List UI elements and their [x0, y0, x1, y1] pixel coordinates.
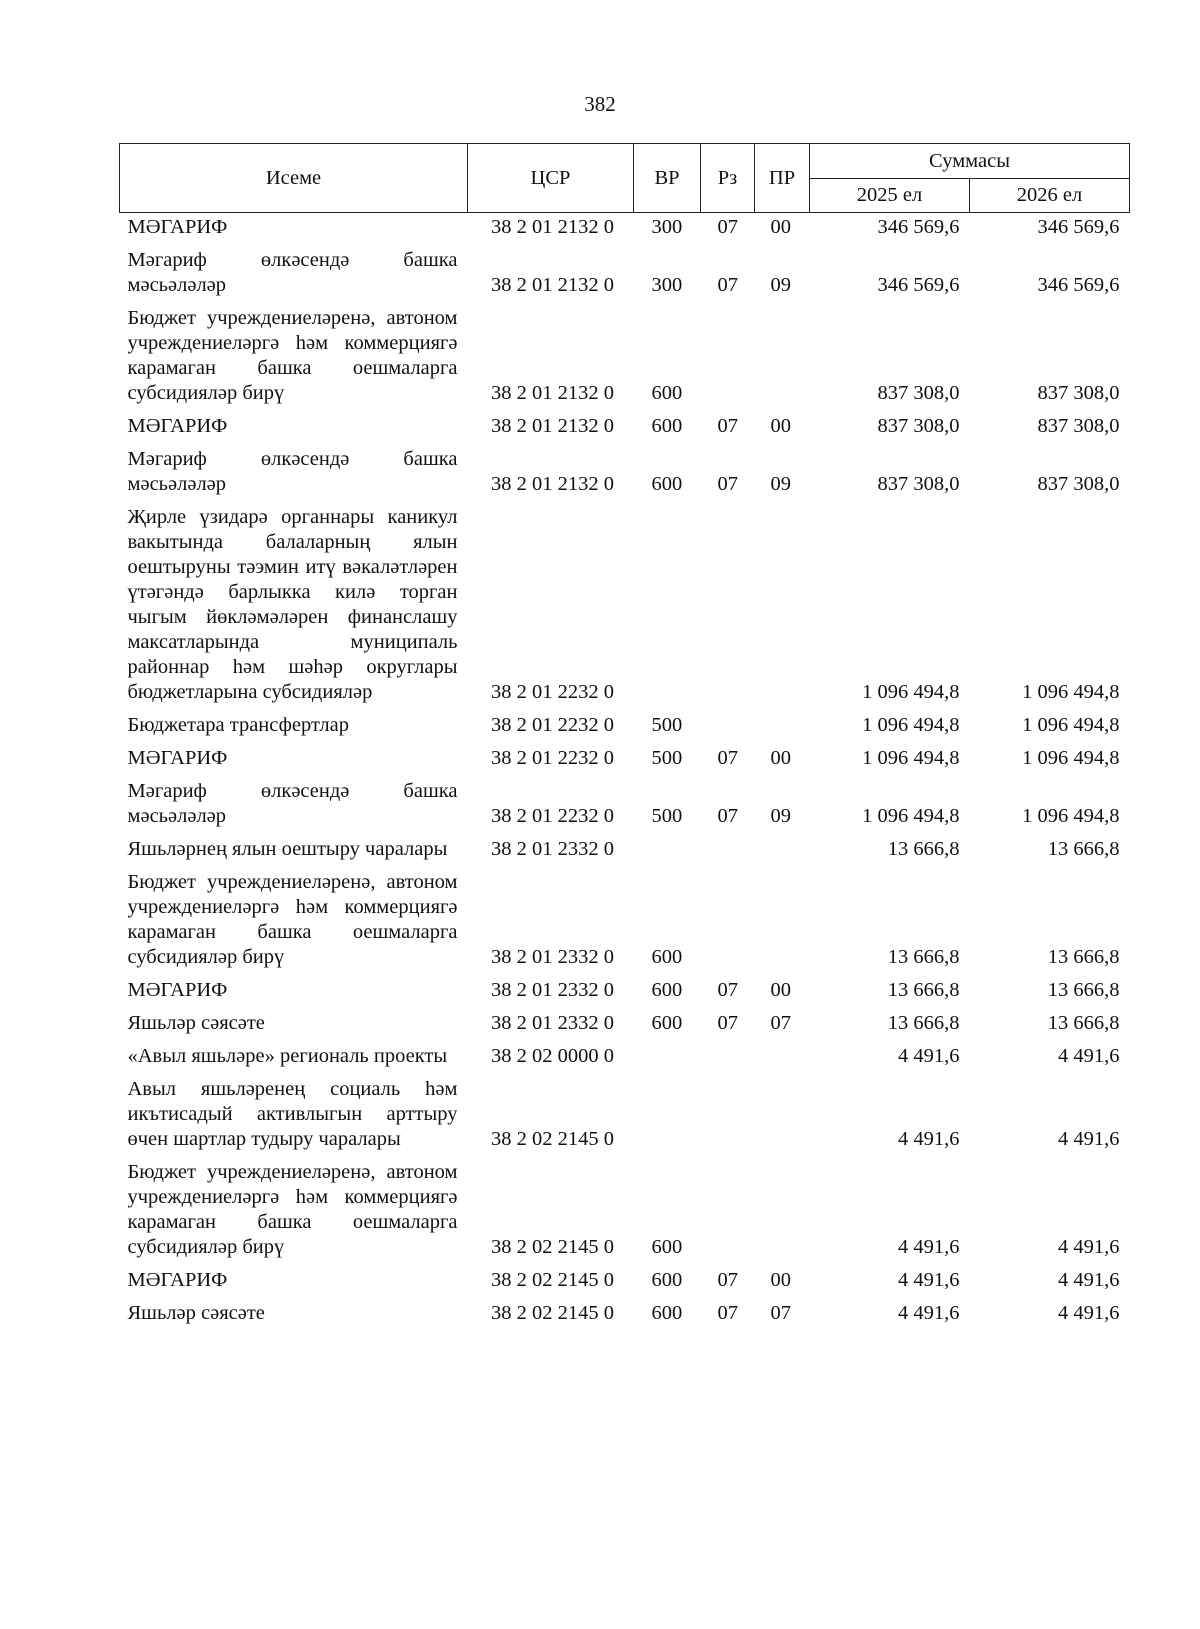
cell-sum-2025: 1 096 494,8: [862, 805, 960, 827]
cell-rz: [701, 829, 755, 862]
cell-sum-2025: 837 308,0: [877, 415, 960, 437]
cell-sum-2025: 837 308,0: [877, 473, 960, 495]
cell-name: Яшьләр сәясәте: [127, 1012, 265, 1034]
cell-csr: 38 2 01 2332 0: [491, 946, 614, 968]
table-row: [120, 1036, 1130, 1069]
cell-vr: 300: [651, 216, 683, 238]
cell-name: МӘГАРИФ: [127, 415, 228, 437]
table-header: [120, 144, 1130, 213]
cell-csr: 38 2 01 2332 0: [491, 979, 614, 1001]
cell-rz: [701, 862, 755, 970]
cell-rz: 07: [717, 1012, 738, 1034]
cell-sum-2025: 4 491,6: [898, 1236, 960, 1258]
cell-pr: 07: [770, 1302, 791, 1324]
cell-sum-2026: 13 666,8: [1047, 838, 1120, 860]
table-row: [120, 240, 1130, 298]
cell-sum-2026: 4 491,6: [1058, 1269, 1120, 1291]
cell-pr: [755, 1069, 810, 1152]
cell-sum-2025: 1 096 494,8: [862, 714, 960, 736]
cell-sum-2026: 346 569,6: [1037, 216, 1120, 238]
cell-csr: 38 2 01 2232 0: [491, 681, 614, 703]
cell-rz: 07: [717, 747, 738, 769]
cell-vr: 600: [651, 473, 683, 495]
cell-sum-2026: 13 666,8: [1047, 946, 1120, 968]
cell-sum-2025: 4 491,6: [898, 1045, 960, 1067]
cell-vr: 500: [651, 747, 683, 769]
page-number: 382: [584, 92, 616, 116]
cell-vr: 600: [651, 382, 683, 404]
table-row: [120, 1260, 1130, 1293]
cell-vr: 600: [651, 1269, 683, 1291]
cell-pr: [755, 497, 810, 705]
cell-name: Яшьләр сәясәте: [127, 1302, 265, 1324]
cell-rz: 07: [717, 1269, 738, 1291]
cell-sum-2025: 1 096 494,8: [862, 747, 960, 769]
cell-pr: 09: [770, 805, 791, 827]
cell-rz: [701, 1152, 755, 1260]
cell-vr: 600: [651, 1236, 683, 1258]
cell-rz: 07: [717, 274, 738, 296]
table-row: [120, 862, 1130, 970]
cell-rz: [701, 1036, 755, 1069]
cell-pr: [755, 705, 810, 738]
cell-name: МӘГАРИФ: [127, 216, 228, 238]
table-row: [120, 213, 1130, 241]
cell-rz: [701, 298, 755, 406]
table-row: [120, 771, 1130, 829]
cell-vr: 300: [651, 274, 683, 296]
cell-csr: 38 2 02 2145 0: [491, 1302, 614, 1324]
cell-csr: 38 2 01 2132 0: [491, 415, 614, 437]
cell-csr: 38 2 01 2132 0: [491, 473, 614, 495]
cell-sum-2026: 837 308,0: [1037, 415, 1120, 437]
cell-pr: [755, 298, 810, 406]
cell-sum-2025: 346 569,6: [877, 216, 960, 238]
cell-sum-2025: 13 666,8: [887, 979, 960, 1001]
cell-vr: 500: [651, 714, 683, 736]
cell-vr: 600: [651, 1012, 683, 1034]
cell-pr: 00: [770, 415, 791, 437]
cell-name: Мәгариф өлкәсендә башка мәсьәләләр: [127, 249, 458, 296]
cell-csr: 38 2 01 2132 0: [491, 216, 614, 238]
table-row: [120, 705, 1130, 738]
cell-sum-2026: 837 308,0: [1037, 473, 1120, 495]
cell-sum-2026: 13 666,8: [1047, 979, 1120, 1001]
cell-sum-2025: 4 491,6: [898, 1302, 960, 1324]
cell-name: Бюджетара трансфертлар: [127, 714, 350, 736]
header-sums: Суммасы: [810, 144, 1130, 179]
cell-csr: 38 2 01 2332 0: [491, 1012, 614, 1034]
cell-sum-2026: 13 666,8: [1047, 1012, 1120, 1034]
cell-rz: 07: [717, 979, 738, 1001]
header-rz: Рз: [701, 144, 755, 213]
cell-sum-2025: 4 491,6: [898, 1269, 960, 1291]
cell-rz: 07: [717, 1302, 738, 1324]
table-row: [120, 829, 1130, 862]
cell-rz: 07: [717, 473, 738, 495]
cell-sum-2025: 4 491,6: [898, 1128, 960, 1150]
cell-sum-2026: 346 569,6: [1037, 274, 1120, 296]
cell-csr: 38 2 01 2132 0: [491, 382, 614, 404]
cell-name: МӘГАРИФ: [127, 979, 228, 1001]
table-row: [120, 1152, 1130, 1260]
cell-name: Яшьләрнең ялын оештыру чаралары: [127, 838, 448, 860]
header-csr: ЦСР: [468, 144, 634, 213]
cell-name: Авыл яшьләренең социаль һәм икътисадый активлыгын арттыру өчен шартлар тудыру чаралары: [127, 1078, 458, 1150]
cell-csr: 38 2 01 2232 0: [491, 805, 614, 827]
cell-vr: 500: [651, 805, 683, 827]
cell-pr: [755, 862, 810, 970]
cell-sum-2026: 4 491,6: [1058, 1045, 1120, 1067]
cell-pr: 09: [770, 473, 791, 495]
cell-pr: [755, 829, 810, 862]
cell-sum-2025: 13 666,8: [887, 946, 960, 968]
table-row: [120, 970, 1130, 1003]
cell-rz: 07: [717, 415, 738, 437]
cell-sum-2026: 4 491,6: [1058, 1128, 1120, 1150]
cell-rz: 07: [717, 805, 738, 827]
cell-pr: 09: [770, 274, 791, 296]
cell-sum-2026: 4 491,6: [1058, 1302, 1120, 1324]
cell-pr: 07: [770, 1012, 791, 1034]
cell-name: Бюджет учреждениеләренә, автоном учреждениеләргә һәм коммерциягә карамаган башка оешмаларга субсидияләр бирү: [127, 307, 458, 404]
cell-sum-2026: 1 096 494,8: [1022, 714, 1120, 736]
cell-sum-2026: 1 096 494,8: [1022, 747, 1120, 769]
cell-csr: 38 2 01 2332 0: [491, 838, 614, 860]
cell-sum-2026: 1 096 494,8: [1022, 681, 1120, 703]
cell-csr: 38 2 01 2232 0: [491, 714, 614, 736]
cell-csr: 38 2 01 2232 0: [491, 747, 614, 769]
table-row: [120, 497, 1130, 705]
cell-vr: [634, 829, 701, 862]
cell-sum-2025: 13 666,8: [887, 838, 960, 860]
cell-name: Җирле үзидарә органнары каникул вакытында балаларның ялын оештыруны тәэмин итү вәкаләтләрен үтәгәндә барлыкка килә торган чыгым йөкләмәләрен финанслашу максатларында муниципаль районнар һәм шәһәр округлары бюджетларына субсидияләр: [127, 506, 458, 703]
cell-pr: 00: [770, 979, 791, 1001]
cell-name: МӘГАРИФ: [127, 747, 228, 769]
cell-sum-2026: 837 308,0: [1037, 382, 1120, 404]
table-row: [120, 298, 1130, 406]
header-year-2026: 2026 ел: [970, 179, 1130, 213]
cell-sum-2026: 1 096 494,8: [1022, 805, 1120, 827]
cell-name: Бюджет учреждениеләренә, автоном учреждениеләргә һәм коммерциягә карамаган башка оешмаларга субсидияләр бирү: [127, 871, 458, 968]
cell-rz: [701, 497, 755, 705]
cell-pr: [755, 1036, 810, 1069]
cell-vr: 600: [651, 946, 683, 968]
cell-sum-2025: 837 308,0: [877, 382, 960, 404]
cell-rz: [701, 1069, 755, 1152]
cell-vr: 600: [651, 415, 683, 437]
header-pr: ПР: [755, 144, 810, 213]
cell-name: МӘГАРИФ: [127, 1269, 228, 1291]
table-row: [120, 1069, 1130, 1152]
header-name: Исеме: [120, 144, 468, 213]
cell-pr: [755, 1152, 810, 1260]
cell-pr: 00: [770, 1269, 791, 1291]
cell-sum-2025: 346 569,6: [877, 274, 960, 296]
header-vr: ВР: [634, 144, 701, 213]
cell-rz: 07: [717, 216, 738, 238]
cell-csr: 38 2 01 2132 0: [491, 274, 614, 296]
cell-vr: 600: [651, 1302, 683, 1324]
cell-csr: 38 2 02 0000 0: [491, 1045, 614, 1067]
header-year-2025: 2025 ел: [810, 179, 970, 213]
cell-vr: [634, 1036, 701, 1069]
table-body: [120, 213, 1130, 1327]
cell-sum-2025: 13 666,8: [887, 1012, 960, 1034]
table-row: [120, 406, 1130, 439]
cell-sum-2026: 4 491,6: [1058, 1236, 1120, 1258]
cell-pr: 00: [770, 747, 791, 769]
cell-pr: 00: [770, 216, 791, 238]
cell-rz: [701, 705, 755, 738]
table-row: [120, 1003, 1130, 1036]
cell-vr: [634, 497, 701, 705]
cell-vr: 600: [651, 979, 683, 1001]
table-row: [120, 439, 1130, 497]
cell-vr: [634, 1069, 701, 1152]
cell-name: Бюджет учреждениеләренә, автоном учреждениеләргә һәм коммерциягә карамаган башка оешмаларга субсидияләр бирү: [127, 1161, 458, 1258]
budget-table: [119, 143, 1130, 1326]
cell-name: Мәгариф өлкәсендә башка мәсьәләләр: [127, 780, 458, 827]
table-row: [120, 738, 1130, 771]
cell-name: «Авыл яшьләре» региональ проекты: [127, 1045, 448, 1067]
cell-sum-2025: 1 096 494,8: [862, 681, 960, 703]
cell-csr: 38 2 02 2145 0: [491, 1269, 614, 1291]
cell-csr: 38 2 02 2145 0: [491, 1236, 614, 1258]
cell-csr: 38 2 02 2145 0: [491, 1128, 614, 1150]
cell-name: Мәгариф өлкәсендә башка мәсьәләләр: [127, 448, 458, 495]
table-row: [120, 1293, 1130, 1326]
